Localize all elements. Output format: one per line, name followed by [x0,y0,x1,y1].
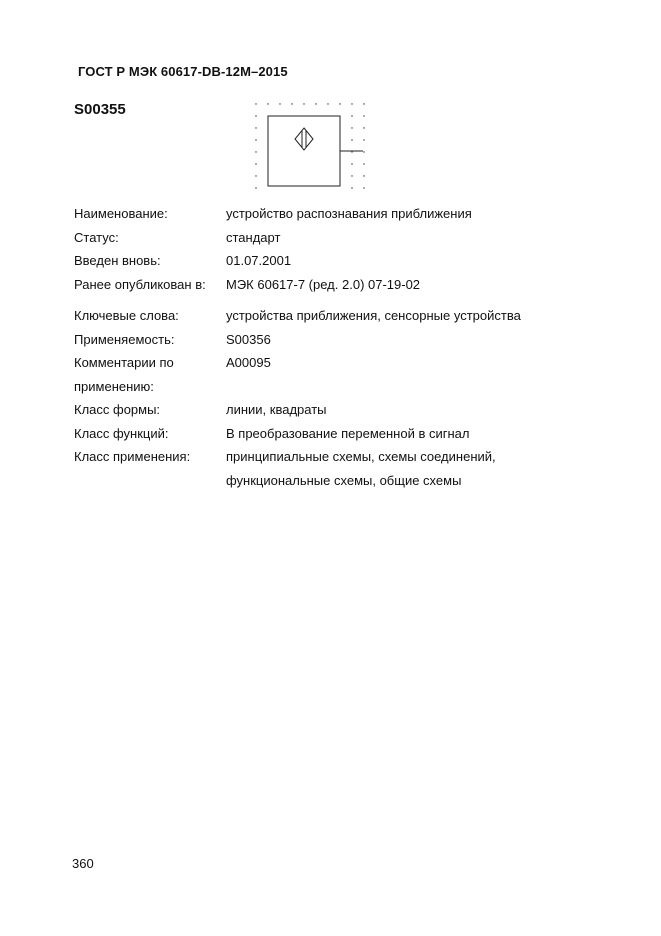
field-row-applicability [74,328,634,352]
proximity-sensor-symbol-icon [248,97,378,203]
grid-dot [351,115,352,116]
grid-dot [315,103,316,104]
document-standard-title: ГОСТ Р МЭК 60617-DB-12М–2015 [78,64,288,79]
symbol-frame [268,116,340,186]
field-row-previously-published [74,273,634,297]
grid-dot [255,115,256,116]
grid-dot [351,163,352,164]
grid-dot [339,103,340,104]
grid-dot [351,187,352,188]
field-row-application-class [74,445,634,469]
field-value: B преобразование переменной в сигнал [226,425,470,441]
field-label: Комментарии по [74,355,174,370]
grid-dot [351,103,352,104]
grid-dot [363,127,364,128]
grid-dot [363,187,364,188]
grid-dot [327,103,328,104]
grid-dot [279,103,280,104]
field-label: применению: [74,378,154,394]
grid-dot [351,139,352,140]
page-number: 360 [72,856,94,871]
grid-dot [363,115,364,116]
field-value: устройства приближения, сенсорные устройства [226,308,521,323]
field-label: Применяемость: [74,331,175,347]
grid-dot [255,151,256,152]
grid-dot [291,103,292,104]
field-row-status [74,226,634,250]
field-row-function-class [74,422,634,446]
field-label: Класс формы: [74,402,161,417]
field-label: Ранее опубликован в: [74,276,206,292]
grid-dot [363,103,364,104]
grid-dot [363,175,364,176]
grid-dot [255,103,256,104]
field-row-application-class-cont [74,469,634,493]
grid-dot [363,151,364,152]
field-row-application-comments [74,351,634,375]
field-label: Введен вновь: [74,253,161,268]
field-value: МЭК 60617-7 (ред. 2.0) 07-19-02 [226,276,421,292]
grid-dot [267,103,268,104]
grid-dot [351,151,352,152]
field-list [74,202,634,492]
diamond-shape [295,128,313,150]
field-row-keywords [74,304,634,328]
grid-dot [351,175,352,176]
field-label [74,469,226,493]
grid-dot [363,139,364,140]
field-value: 01.07.2001 [226,253,292,268]
field-value: S00356 [226,331,271,347]
field-value: стандарт [226,229,281,245]
field-row-name [74,202,634,226]
grid-dot [351,127,352,128]
field-value: A00095 [226,355,271,370]
field-label: Класс функций: [74,425,169,441]
grid-dot [363,163,364,164]
field-value: устройство распознавания приближения [226,206,472,221]
field-label: Класс применения: [74,449,191,464]
grid-dot [255,163,256,164]
field-value: линии, квадраты [226,402,327,417]
field-value: функциональные схемы, общие схемы [226,472,462,488]
field-row-introduced [74,249,634,273]
grid-dot [255,187,256,188]
field-value: принципиальные схемы, схемы соединений, [226,449,496,464]
field-row-application-comments-cont [74,375,634,399]
grid-dot [255,175,256,176]
grid-dot [255,139,256,140]
field-label: Ключевые слова: [74,308,179,323]
field-label: Статус: [74,229,119,245]
field-row-shape-class [74,398,634,422]
field-value [226,375,634,399]
field-label: Наименование: [74,206,168,221]
grid-dot [303,103,304,104]
grid-dot [255,127,256,128]
symbol-id: S00355 [74,101,126,118]
